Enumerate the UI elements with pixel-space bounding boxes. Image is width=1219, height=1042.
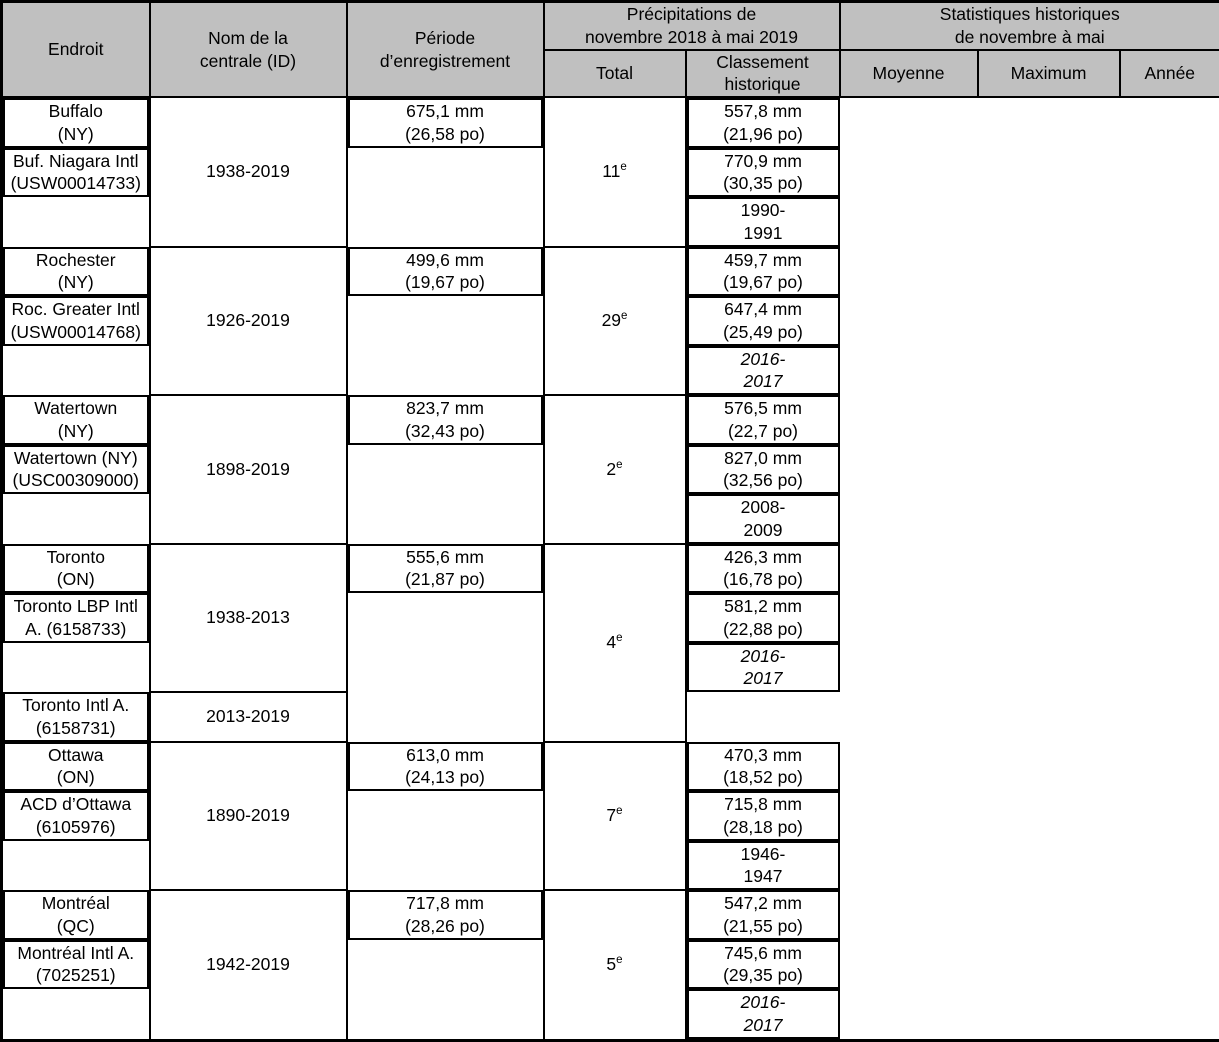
annee-line1: 2016- [694, 348, 833, 371]
classement-number: 29 [602, 310, 621, 330]
total-line2: (24,13 po) [355, 766, 536, 789]
endroit-line1: Buffalo [10, 100, 142, 123]
classement-ordinal-suffix: e [616, 955, 622, 967]
moyenne-line1: 557,8 mm [694, 100, 833, 123]
cell-annee [687, 197, 840, 247]
cell-annee [687, 643, 840, 693]
cell-endroit [3, 395, 149, 445]
moyenne-line2: (16,78 po) [694, 568, 833, 591]
header-classement-line1: Classement [692, 51, 834, 74]
cell-moyenne [687, 890, 840, 940]
annee-line2: 1947 [694, 865, 833, 888]
cell-maximum [687, 791, 840, 841]
centrale-line1: Toronto LBP Intl [10, 595, 142, 618]
total-line1: 613,0 mm [355, 744, 536, 767]
cell-total [348, 890, 543, 940]
cell-annee [687, 346, 840, 396]
cell-centrale [3, 445, 149, 495]
centrale-line1: Roc. Greater Intl [10, 298, 142, 321]
table-row [2, 742, 1219, 891]
total-line2: (26,58 po) [355, 123, 536, 146]
moyenne-line2: (19,67 po) [694, 271, 833, 294]
header-annee: Année [1120, 50, 1219, 98]
maximum-line1: 715,8 mm [694, 793, 833, 816]
cell-maximum [687, 445, 840, 495]
header-nom-centrale [150, 2, 347, 98]
endroit-line2: (ON) [10, 766, 142, 789]
header-group-statistiques-line2: de novembre à mai [846, 26, 1215, 49]
cell-periode: 1938-2013 [150, 544, 347, 693]
cell-classement [544, 247, 686, 396]
header-nom-centrale-line1: Nom de la [156, 27, 341, 50]
endroit-line1: Toronto [10, 546, 142, 569]
centrale-line1: Watertown (NY) [10, 447, 142, 470]
moyenne-line1: 576,5 mm [694, 397, 833, 420]
cell-moyenne [687, 247, 840, 297]
centrale-line1: Montréal Intl A. [10, 942, 142, 965]
endroit-line2: (ON) [10, 568, 142, 591]
annee-line1: 2016- [694, 645, 833, 668]
centrale-line1: ACD d’Ottawa [10, 793, 142, 816]
classement-number: 4 [606, 632, 616, 652]
table-row [2, 97, 1219, 247]
cell-maximum [687, 593, 840, 643]
total-line2: (28,26 po) [355, 915, 536, 938]
endroit-line2: (NY) [10, 420, 142, 443]
header-row-groups [2, 2, 1219, 50]
header-periode-line1: Période [353, 27, 538, 50]
table-row [2, 544, 1219, 693]
cell-periode: 1898-2019 [150, 395, 347, 544]
cell-maximum [687, 296, 840, 346]
endroit-line2: (NY) [10, 271, 142, 294]
maximum-line2: (32,56 po) [694, 469, 833, 492]
header-endroit: Endroit [2, 2, 150, 98]
endroit-line1: Ottawa [10, 744, 142, 767]
header-group-precipitations-line1: Précipitations de [550, 3, 834, 26]
moyenne-line1: 426,3 mm [694, 546, 833, 569]
total-line2: (19,67 po) [355, 271, 536, 294]
classement-ordinal-suffix: e [620, 162, 626, 174]
endroit-line1: Montréal [10, 892, 142, 915]
header-group-precipitations [544, 2, 840, 50]
annee-line2: 2017 [694, 1014, 833, 1037]
classement-ordinal-suffix: e [616, 806, 622, 818]
annee-line1: 1946- [694, 843, 833, 866]
header-group-statistiques-historiques [840, 2, 1219, 50]
total-line1: 675,1 mm [355, 100, 536, 123]
classement-ordinal-suffix: e [616, 632, 622, 644]
cell-moyenne [687, 742, 840, 792]
moyenne-line2: (21,55 po) [694, 915, 833, 938]
header-group-precipitations-line2: novembre 2018 à mai 2019 [550, 26, 834, 49]
centrale-line1: Toronto Intl A. [10, 694, 142, 717]
annee-line2: 2017 [694, 370, 833, 393]
cell-total [348, 742, 543, 792]
centrale-line2: (USW00014733) [10, 172, 142, 195]
maximum-line1: 581,2 mm [694, 595, 833, 618]
cell-endroit [3, 247, 149, 297]
maximum-line2: (29,35 po) [694, 964, 833, 987]
centrale-line1: Buf. Niagara Intl [10, 150, 142, 173]
cell-total [348, 544, 543, 594]
cell-centrale [3, 148, 149, 198]
classement-number: 7 [606, 805, 616, 825]
cell-classement [544, 395, 686, 544]
cell-periode: 2013-2019 [150, 692, 347, 742]
centrale-line2: (7025251) [10, 964, 142, 987]
moyenne-line2: (18,52 po) [694, 766, 833, 789]
header-total: Total [544, 50, 686, 98]
annee-line1: 2008- [694, 496, 833, 519]
total-line1: 823,7 mm [355, 397, 536, 420]
endroit-line1: Rochester [10, 249, 142, 272]
cell-classement [544, 742, 686, 891]
maximum-line2: (22,88 po) [694, 618, 833, 641]
header-periode-line2: d’enregistrement [353, 50, 538, 73]
maximum-line2: (28,18 po) [694, 816, 833, 839]
header-periode-enregistrement [347, 2, 544, 98]
classement-ordinal-suffix: e [621, 311, 627, 323]
cell-centrale [3, 940, 149, 990]
maximum-line1: 647,4 mm [694, 298, 833, 321]
cell-endroit [3, 98, 149, 148]
total-line1: 555,6 mm [355, 546, 536, 569]
maximum-line2: (30,35 po) [694, 172, 833, 195]
cell-centrale [3, 593, 149, 643]
annee-line1: 2016- [694, 991, 833, 1014]
annee-line2: 2017 [694, 667, 833, 690]
cell-moyenne [687, 395, 840, 445]
centrale-line2: A. (6158733) [10, 618, 142, 641]
cell-annee [687, 841, 840, 891]
cell-endroit [3, 742, 149, 792]
moyenne-line1: 459,7 mm [694, 249, 833, 272]
moyenne-line1: 547,2 mm [694, 892, 833, 915]
moyenne-line2: (21,96 po) [694, 123, 833, 146]
annee-line2: 2009 [694, 519, 833, 542]
maximum-line2: (25,49 po) [694, 321, 833, 344]
classement-ordinal-suffix: e [616, 459, 622, 471]
cell-centrale [3, 692, 149, 742]
annee-line2: 1991 [694, 222, 833, 245]
classement-number: 5 [606, 954, 616, 974]
total-line1: 499,6 mm [355, 249, 536, 272]
annee-line1: 1990- [694, 199, 833, 222]
cell-moyenne [687, 544, 840, 594]
cell-periode: 1942-2019 [150, 890, 347, 1040]
cell-endroit [3, 544, 149, 594]
header-nom-centrale-line2: centrale (ID) [156, 50, 341, 73]
maximum-line1: 745,6 mm [694, 942, 833, 965]
centrale-line2: (USW00014768) [10, 321, 142, 344]
header-moyenne: Moyenne [840, 50, 978, 98]
total-line1: 717,8 mm [355, 892, 536, 915]
cell-endroit [3, 890, 149, 940]
centrale-line2: (6158731) [10, 717, 142, 740]
cell-annee [687, 494, 840, 544]
cell-maximum [687, 940, 840, 990]
cell-periode: 1938-2019 [150, 97, 347, 247]
endroit-line2: (QC) [10, 915, 142, 938]
total-line2: (32,43 po) [355, 420, 536, 443]
maximum-line1: 827,0 mm [694, 447, 833, 470]
cell-periode: 1890-2019 [150, 742, 347, 891]
table-row [2, 247, 1219, 396]
cell-classement [544, 544, 686, 742]
cell-total [348, 395, 543, 445]
endroit-line1: Watertown [10, 397, 142, 420]
endroit-line2: (NY) [10, 123, 142, 146]
centrale-line2: (6105976) [10, 816, 142, 839]
cell-total [348, 98, 543, 148]
classement-number: 11 [602, 161, 620, 181]
cell-classement [544, 97, 686, 247]
cell-centrale [3, 296, 149, 346]
header-classement-line2: historique [692, 73, 834, 96]
header-classement-historique [686, 50, 840, 98]
cell-centrale [3, 791, 149, 841]
cell-moyenne [687, 98, 840, 148]
header-group-statistiques-line1: Statistiques historiques [846, 3, 1215, 26]
table-row [2, 395, 1219, 544]
cell-maximum [687, 148, 840, 198]
table-row [2, 890, 1219, 1040]
header-maximum: Maximum [978, 50, 1120, 98]
maximum-line1: 770,9 mm [694, 150, 833, 173]
cell-total [348, 247, 543, 297]
classement-number: 2 [606, 459, 616, 479]
table-header [2, 2, 1219, 98]
table-body [2, 97, 1219, 1040]
cell-classement [544, 890, 686, 1040]
cell-annee [687, 989, 840, 1039]
cell-periode: 1926-2019 [150, 247, 347, 396]
centrale-line2: (USC00309000) [10, 469, 142, 492]
moyenne-line2: (22,7 po) [694, 420, 833, 443]
total-line2: (21,87 po) [355, 568, 536, 591]
moyenne-line1: 470,3 mm [694, 744, 833, 767]
